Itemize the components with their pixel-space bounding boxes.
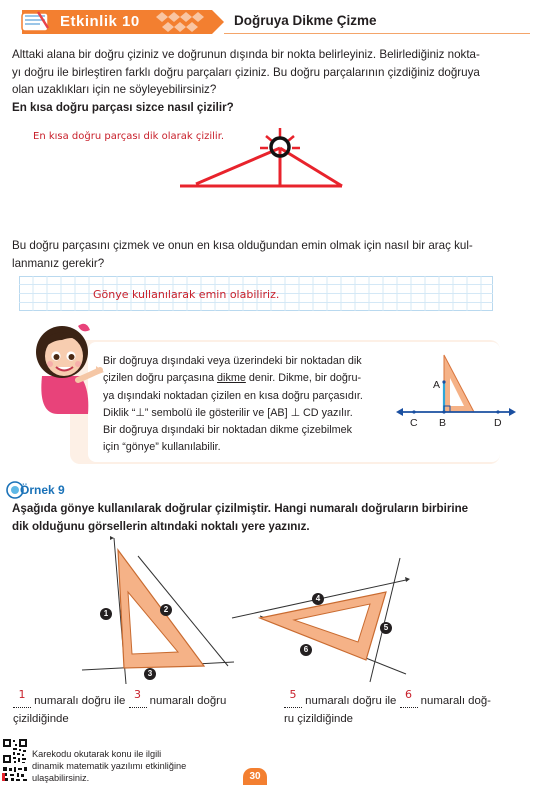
fig2-label-5: 5 <box>383 623 389 632</box>
info-line: için “gönye” kullanılabilir. <box>103 441 221 454</box>
answer-2-first: 5 <box>289 688 297 701</box>
answer-2-second: 6 <box>405 688 413 701</box>
intro-line: Alttaki alana bir doğru çiziniz ve doğrunun dışında bir nokta belirleyiniz. Belirlediğiniz nokta- <box>12 48 480 61</box>
label-d: D <box>494 417 502 429</box>
handwritten-answer-2: Gönye kullanılarak emin olabiliriz. <box>93 288 280 301</box>
tool-question-line: Bu doğru parçasını çizmek ve onun en kısa olduğundan emin olmak için nasıl bir araç kul- <box>12 239 473 252</box>
intro-paragraph <box>12 46 530 116</box>
handwritten-answer-1: En kısa doğru parçası dik olarak çizilir. <box>33 131 225 142</box>
example-question-line: dik olduğunu görsellerin altındaki noktalı yere yazınız. <box>12 519 310 533</box>
term-dikme: dikme <box>217 372 246 385</box>
info-line-part: çizilen doğru parçasına <box>103 372 218 385</box>
footer-line: Karekodu okutarak konu ile ilgili <box>32 749 162 759</box>
answer-1 <box>13 688 227 725</box>
info-line: Bir doğruya dışındaki veya üzerindeki bir noktadan dik <box>103 355 362 367</box>
intro-question: En kısa doğru parçası sizce nasıl çizilir? <box>12 100 234 114</box>
hand-drawing <box>170 118 350 198</box>
footer-line: dinamik matematik yazılımı etkinliğine <box>32 761 187 771</box>
girl-illustration <box>28 316 106 414</box>
fig1-label-2: 2 <box>163 605 169 614</box>
answer-1-end: numaralı doğru <box>146 695 227 707</box>
tool-question-line: lanmanız gerekir? <box>12 256 105 270</box>
answer-2-end: numaralı doğ- <box>417 695 491 707</box>
label-c: C <box>410 417 418 429</box>
tool-question <box>12 237 530 272</box>
label-a: A <box>433 379 441 391</box>
fig1-label-1: 1 <box>103 609 109 618</box>
answer-1-second: 3 <box>134 688 142 701</box>
answer-2-line2: ru çizildiğinde <box>284 713 354 725</box>
fig2-label-6: 6 <box>303 645 309 654</box>
header-divider <box>224 33 530 34</box>
page-number: 30 <box>249 771 261 782</box>
info-line: Diklik “⊥” sembolü ile gösterilir ve [AB] ⊥ CD yazılır. <box>103 406 353 419</box>
answer-1-mid: numaralı doğru ile <box>31 695 129 707</box>
footer-text <box>32 748 222 784</box>
info-text <box>103 353 393 457</box>
fig2-label-4: 4 <box>315 594 321 603</box>
answer-2-mid: numaralı doğru ile <box>302 695 400 707</box>
label-b: B <box>439 417 447 429</box>
answer-2 <box>284 688 491 725</box>
footer-line: ulaşabilirsiniz. <box>32 773 90 783</box>
page-title: Doğruya Dikme Çizme <box>234 13 377 28</box>
answer-1-line2: çizildiğinde <box>13 713 69 725</box>
activity-label: Etkinlik 10 <box>60 13 140 30</box>
figure-2 <box>230 556 420 686</box>
intro-line: olan uzaklıkları için ne söyleyebilirsiniz? <box>12 83 217 96</box>
intro-line: yı doğru ile birleştiren farklı doğru parçaları çiziniz. Bu doğru parçalarının çizdiğiniz doğruya <box>12 65 480 79</box>
answer-1-first: 1 <box>18 688 26 701</box>
example-question <box>12 500 532 535</box>
qr-code-icon[interactable] <box>2 738 28 782</box>
info-line: Bir doğruya dışındaki bir noktadan dikme çizebilmek <box>103 424 353 437</box>
info-line <box>103 370 393 387</box>
info-line-part: denir. Dikme, bir doğru- <box>245 372 362 385</box>
example-label: Örnek 9 <box>20 483 65 497</box>
example-question-line: Aşağıda gönye kullanılarak doğrular çizilmiştir. Hangi numaralı doğruların birbirine <box>12 502 469 515</box>
fig1-label-3: 3 <box>147 669 153 678</box>
info-line: ya dışındaki noktadan çizilen en kısa doğru parçasıdır. <box>103 389 363 402</box>
